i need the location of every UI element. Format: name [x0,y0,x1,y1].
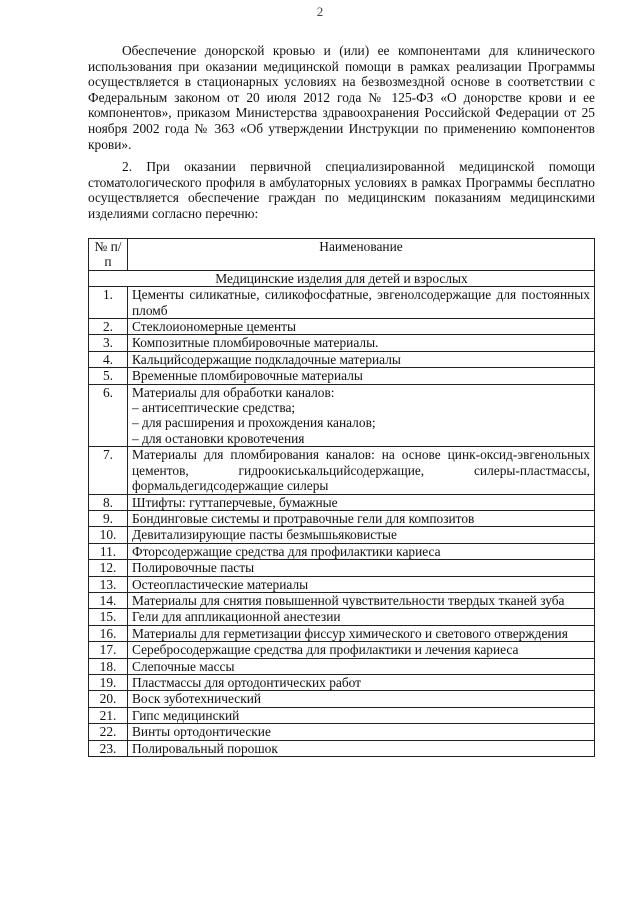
row-number: 7. [89,447,128,494]
row-number: 10. [89,527,128,543]
row-name: Материалы для снятия повышенной чувствительности твердых тканей зуба [128,592,595,608]
paragraph-blood-supply: Обеспечение донорской кровью и (или) ее компонентами для клинического использования при оказании медицинской помощи в рамках реализации Программы осуществляется в стационарных условиях на безвозмездной основе в соответствии с Федеральным законом от 20 июля 2012 года № 125-ФЗ «О донорстве крови и ее компонентов», приказом Министерства здравоохранения Российской Федерации от 25 ноября 2002 года № 363 «Об утверждении Инструкции по применению компонентов крови». [88,43,595,152]
row-number: 4. [89,351,128,367]
table-row [89,287,595,319]
row-name-line: – для расширения и прохождения каналов; [132,415,376,431]
row-number: 20. [89,691,128,707]
paragraph-dental-items: 2. При оказании первичной специализированной медицинской помощи стоматологического профиля в амбулаторных условиях в рамках Программы бесплатно осуществляется обеспечение граждан по медицинским показаниям медицинскими изделиями согласно перечню: [88,159,595,221]
row-name: Остеопластические материалы [128,576,595,592]
table-row [89,527,595,543]
row-name-line: Материалы для обработки каналов: [132,384,335,400]
table-row [89,384,595,447]
header-name: Наименование [128,239,595,271]
table-row [89,691,595,707]
row-name: Штифты: гуттаперчевые, бумажные [128,494,595,510]
row-number: 12. [89,560,128,576]
page-number: 2 [316,4,324,19]
table-row [89,351,595,367]
row-name: Материалы для герметизации фиссур химического и светового отверждения [128,625,595,641]
row-name: Полировочные пасты [128,560,595,576]
section-row [89,270,595,286]
row-name: Цементы силикатные, силикофосфатные, эвгенолсодержащие для постоянных пломб [128,287,595,319]
table-row [89,576,595,592]
row-name: Композитные пломбировочные материалы. [128,335,595,351]
row-name: Гели для аппликационной анестезии [128,609,595,625]
row-number: 17. [89,642,128,658]
row-number: 2. [89,319,128,335]
row-number: 1. [89,287,128,319]
medical-devices-table [88,238,595,757]
row-name-line: – антисептические средства; [132,400,296,416]
row-name: Серебросодержащие средства для профилактики и лечения кариеса [128,642,595,658]
table-row [89,319,595,335]
row-name: Временные пломбировочные материалы [128,368,595,384]
header-number: № п/п [89,239,128,271]
row-number: 8. [89,494,128,510]
row-number: 21. [89,707,128,723]
table-row [89,674,595,690]
row-number: 22. [89,724,128,740]
row-number: 3. [89,335,128,351]
table-row [89,707,595,723]
table-row [89,335,595,351]
row-number: 5. [89,368,128,384]
row-name [128,384,595,447]
table-row [89,368,595,384]
row-number: 19. [89,674,128,690]
row-number: 23. [89,740,128,756]
row-name: Воск зуботехнический [128,691,595,707]
row-name: Слепочные массы [128,658,595,674]
table-row [89,609,595,625]
row-name-line: – для остановки кровотечения [132,430,305,446]
table-row [89,510,595,526]
row-number: 15. [89,609,128,625]
table-row [89,724,595,740]
row-number: 14. [89,592,128,608]
table-row [89,560,595,576]
table-row [89,592,595,608]
row-name: Фторсодержащие средства для профилактики кариеса [128,543,595,559]
table-row [89,740,595,756]
row-number: 16. [89,625,128,641]
row-name: Девитализирующие пасты безмышьяковистые [128,527,595,543]
table-row [89,447,595,494]
row-name: Винты ортодонтические [128,724,595,740]
table-row [89,494,595,510]
table-row [89,642,595,658]
row-number: 6. [89,384,128,447]
table-row [89,625,595,641]
row-name: Кальцийсодержащие подкладочные материалы [128,351,595,367]
row-name: Стеклоиономерные цементы [128,319,595,335]
row-name: Полировальный порошок [128,740,595,756]
table-row [89,658,595,674]
row-number: 13. [89,576,128,592]
table-header-row [89,239,595,271]
section-title: Медицинские изделия для детей и взрослых [89,270,595,286]
row-name: Материалы для пломбирования каналов: на основе цинк-оксид-эвгенольных цементов, гидроокиськальцийсодержащие, силеры-пластмассы, формальдегидсодержащие силеры [128,447,595,494]
table-row [89,543,595,559]
row-name: Пластмассы для ортодонтических работ [128,674,595,690]
row-number: 11. [89,543,128,559]
row-number: 18. [89,658,128,674]
row-name: Бондинговые системы и протравочные гели для композитов [128,510,595,526]
row-name: Гипс медицинский [128,707,595,723]
row-number: 9. [89,510,128,526]
